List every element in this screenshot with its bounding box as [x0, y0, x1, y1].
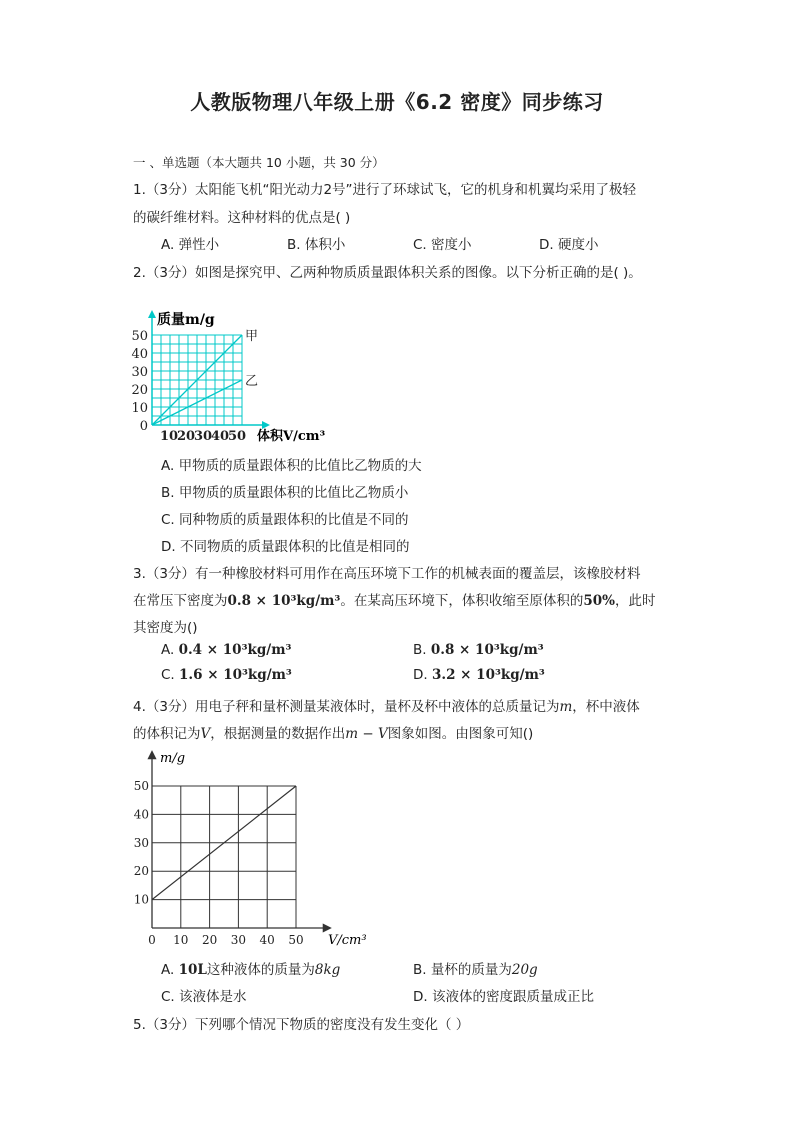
q2-option-c: C. 同种物质的质量跟体积的比值是不同的 — [161, 512, 409, 528]
q1-option-a: A. 弹性小 — [161, 237, 220, 253]
chart2-y-tick-label: 50 — [133, 779, 149, 793]
chart2-axes — [152, 752, 330, 928]
chart2-x-tick-label: 50 — [288, 933, 304, 947]
q4-line1: 4.（3分）用电子秤和量杯测量某液体时，量杯及杯中液体的总质量记为m，杯中液体 — [133, 699, 640, 715]
chart2-x-tick-label: 30 — [230, 933, 247, 947]
chart2-grid — [152, 786, 296, 928]
chart2-x-tick-label: 0 — [148, 933, 156, 947]
q4-option-b: B. 量杯的质量为20g — [413, 962, 538, 978]
chart1-series-label: 甲 — [245, 329, 259, 344]
chart1-x-arrow — [262, 421, 270, 429]
chart1-series-label: 乙 — [245, 374, 259, 389]
chart1-ylabel: 质量m/g — [157, 312, 215, 328]
q2-line1: 2.（3分）如图是探究甲、乙两种物质质量跟体积关系的图像。以下分析正确的是( )。 — [133, 265, 642, 281]
q5-line1: 5.（3分）下列哪个情况下物质的密度没有发生变化（ ） — [133, 1017, 470, 1033]
chart1-x-tick-label: 40 — [211, 429, 230, 444]
q4-option-a: A. 10L这种液体的质量为8kg — [161, 962, 341, 978]
q3-option-d: D. 3.2 × 10³kg/m³ — [413, 667, 545, 683]
chart2-y-tick-label: 10 — [133, 892, 149, 907]
chart1-x-tick-label: 50 — [228, 429, 247, 444]
page-title: 人教版物理八年级上册《6.2 密度》同步练习 — [190, 90, 604, 114]
chart1-x-tick-label: 20 — [177, 429, 196, 444]
q3-option-c: C. 1.6 × 10³kg/m³ — [161, 667, 292, 683]
chart2-ticks — [134, 779, 304, 947]
chart2-x-tick-label: 20 — [201, 933, 218, 947]
chart1-y-tick-label: 20 — [131, 383, 148, 398]
q4-option-c: C. 该液体是水 — [161, 989, 247, 1005]
q2-option-a: A. 甲物质的质量跟体积的比值比乙物质的大 — [161, 458, 422, 474]
q1-option-d: D. 硬度小 — [539, 237, 599, 253]
chart-mass-volume — [125, 742, 375, 952]
q3-line3: 其密度为() — [133, 620, 198, 636]
q3-line1: 3.（3分）有一种橡胶材料可用作在高压环境下工作的机械表面的覆盖层，该橡胶材料 — [133, 566, 641, 582]
q2-option-d: D. 不同物质的质量跟体积的比值是相同的 — [161, 539, 410, 555]
q1-option-c: C. 密度小 — [413, 237, 472, 253]
chart1-y-tick-label: 0 — [139, 419, 148, 434]
chart2-y-tick-label: 20 — [133, 864, 149, 879]
chart1-y-tick-label: 30 — [131, 365, 148, 380]
chart2-ylabel: m/g — [160, 751, 186, 766]
chart1-x-tick-label: 30 — [194, 429, 213, 444]
q2-option-b: B. 甲物质的质量跟体积的比值比乙物质小 — [161, 485, 409, 501]
chart1-x-tick-label: 10 — [160, 429, 179, 444]
q3-option-a: A. 0.4 × 10³kg/m³ — [161, 642, 292, 658]
chart2-x-tick-label: 10 — [173, 933, 189, 947]
q3-line2: 在常压下密度为0.8 × 10³kg/m³。在某高压环境下，体积收缩至原体积的50%，此时 — [133, 593, 656, 609]
section-header: 一 、单选题（本大题共 10 小题，共 30 分） — [133, 155, 385, 170]
chart2-xlabel: V/cm³ — [328, 933, 367, 948]
q3-option-b: B. 0.8 × 10³kg/m³ — [413, 642, 544, 658]
chart1-y-arrow — [148, 310, 156, 318]
chart2-y-tick-label: 40 — [133, 807, 149, 822]
q1-option-b: B. 体积小 — [287, 237, 346, 253]
chart1-y-tick-label: 50 — [131, 329, 148, 344]
chart2-x-tick-label: 40 — [259, 933, 275, 947]
q1-line1: 1.（3分）太阳能飞机“阳光动力2号”进行了环球试飞，它的机身和机翼均采用了极轻 — [133, 182, 637, 198]
chart1-y-tick-label: 40 — [131, 347, 148, 362]
q4-line2: 的体积记为V，根据测量的数据作出m − V图象如图。由图象可知() — [133, 726, 534, 742]
chart1-xlabel: 体积V/cm³ — [257, 429, 326, 444]
chart2-y-tick-label: 30 — [133, 835, 149, 850]
q4-option-d: D. 该液体的密度跟质量成正比 — [413, 989, 594, 1005]
chart-density-jia-yi — [125, 300, 340, 450]
chart1-y-tick-label: 10 — [131, 401, 148, 416]
q1-line2: 的碳纤维材料。这种材料的优点是( ) — [133, 210, 351, 226]
